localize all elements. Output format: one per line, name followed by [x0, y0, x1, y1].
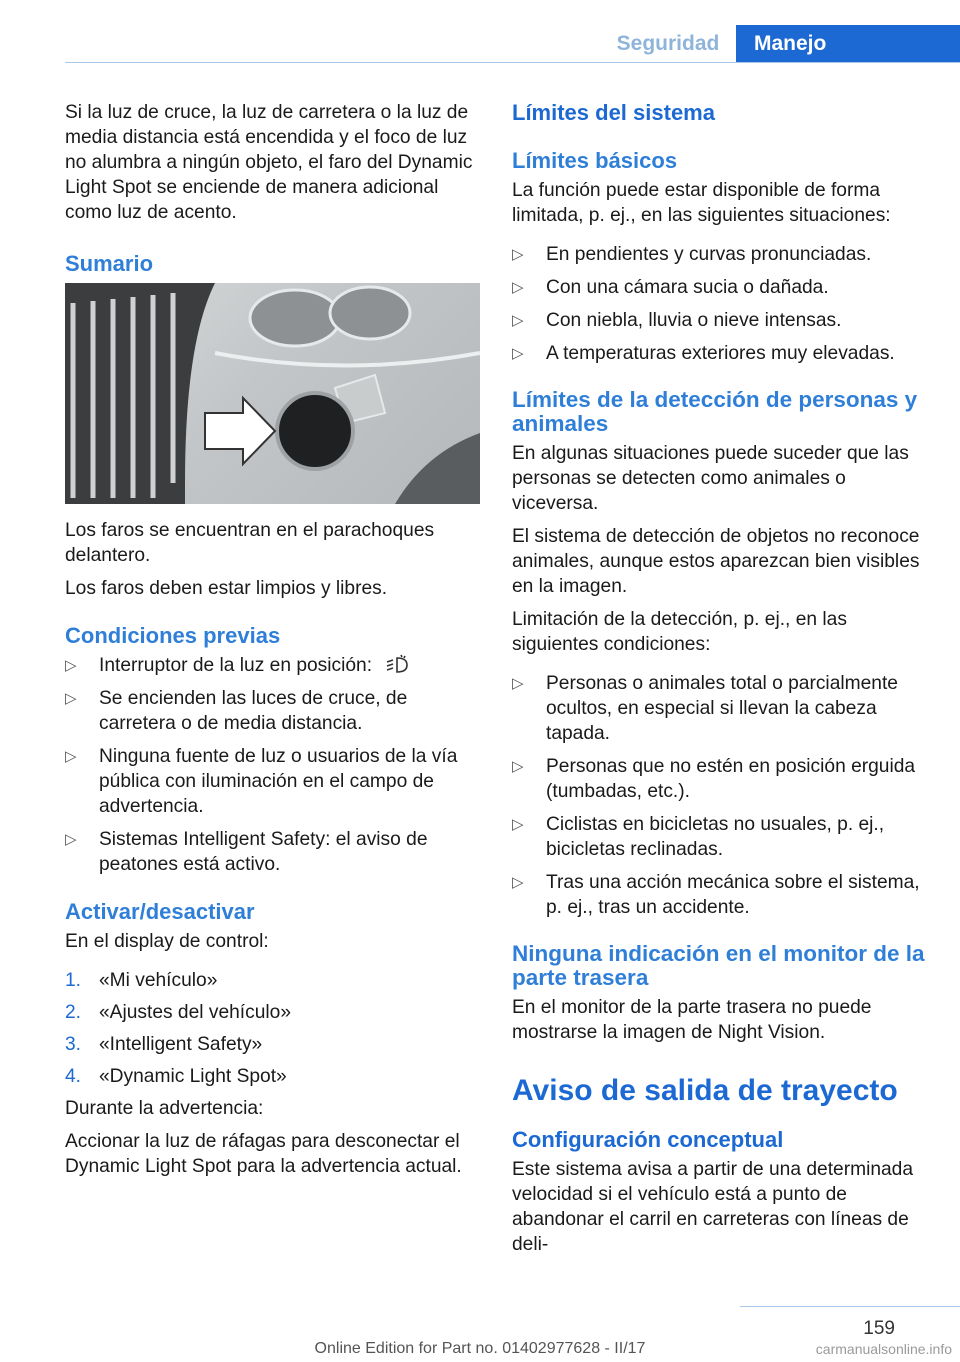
list-item: ▷ A temperaturas exteriores muy elevadas. [512, 343, 895, 364]
deteccion-list [512, 671, 932, 920]
tab-manejo[interactable]: Manejo [736, 25, 960, 62]
intro-paragraph: Si la luz de cruce, la luz de carretera o la luz de media distancia está encendida y el foco de luz no alumbra a ningún objeto, el faro del Dynamic Light Spot se enciende de manera adicional como luz de acento. [65, 102, 473, 223]
list-item: 2. «Ajustes del vehículo» [65, 1002, 291, 1023]
edition-text: Online Edition for Part no. 01402977628 - II/17 [314, 1340, 646, 1357]
list-item: ▷ En pendientes y curvas pronunciadas. [512, 244, 872, 265]
list-item: ▷ Personas o animales total o parcialmente ocultos, en especial si llevan la cabeza tapada. [512, 673, 898, 744]
accionar-text: Accionar la luz de ráfagas para desconectar el Dynamic Light Spot para la advertencia actual. [65, 1131, 462, 1177]
list-item: ▷ Tras una acción mecánica sobre el sistema, p. ej., tras un accidente. [512, 872, 920, 918]
list-item: ▷ Ciclistas en bicicletas no usuales, p. ej., bicicletas reclinadas. [512, 814, 885, 860]
deteccion-p3: Limitación de la detección, p. ej., en las siguientes condiciones: [512, 609, 847, 655]
list-item: 3. «Intelligent Safety» [65, 1034, 263, 1055]
figure-caption-2: Los faros deben estar limpios y libres. [65, 578, 388, 599]
list-item: ▷ Interruptor de la luz en posición: [65, 653, 480, 678]
list-item: ▷ Personas que no estén en posición erguida (tumbadas, etc.). [512, 756, 916, 802]
ninguna-text: En el monitor de la parte trasera no puede mostrarse la imagen de Night Vision. [512, 997, 872, 1043]
bumper-light-figure [65, 283, 480, 504]
list-item: ▷ Ninguna fuente de luz o usuarios de la vía pública con iluminación en el campo de advertencia. [65, 746, 458, 817]
steps-list [65, 968, 480, 1089]
basicos-list [512, 242, 932, 366]
heading-condiciones: Condiciones previas [65, 623, 281, 648]
durante-text: Durante la advertencia: [65, 1098, 264, 1119]
list-item: 4. «Dynamic Light Spot» [65, 1066, 287, 1087]
tab-seguridad[interactable]: Seguridad [616, 32, 720, 55]
basicos-text: La función puede estar disponible de forma limitada, p. ej., en las siguientes situaciones: [512, 180, 891, 226]
footer-rule [740, 1306, 960, 1307]
heading-aviso: Aviso de salida de trayecto [512, 1074, 898, 1107]
headlight-icon [385, 654, 411, 674]
activar-text: En el display de control: [65, 931, 269, 952]
list-item: 1. «Mi vehículo» [65, 970, 218, 991]
watermark: carmanualsonline.info [815, 1341, 952, 1357]
list-item: ▷ Sistemas Intelligent Safety: el aviso de peatones está activo. [65, 829, 428, 875]
heading-limites: Límites del sistema [512, 100, 715, 125]
header-rule [65, 62, 960, 63]
heading-deteccion: Límites de la detección de personas y animales [512, 387, 918, 436]
headlight-illustration [65, 283, 480, 504]
figure-caption-1: Los faros se encuentran en el parachoques delantero. [65, 520, 435, 566]
conditions-list [65, 653, 480, 877]
config-text: Este sistema avisa a partir de una determinada velocidad si el vehículo está a punto de abandonar el carril en carreteras con líneas de deli- [512, 1159, 914, 1255]
heading-activar: Activar/desactivar [65, 899, 255, 924]
heading-basicos: Límites básicos [512, 148, 678, 173]
right-column [512, 100, 932, 1265]
deteccion-p2: El sistema de detección de objetos no reconoce animales, aunque estos aparezcan bien visibles en la imagen. [512, 526, 920, 597]
page-number: 159 [863, 1318, 895, 1339]
list-item: ▷ Se encienden las luces de cruce, de carretera o de media distancia. [65, 688, 408, 734]
heading-config: Configuración conceptual [512, 1127, 784, 1152]
heading-sumario: Sumario [65, 251, 154, 276]
deteccion-p1: En algunas situaciones puede suceder que las personas se detecten como animales o viceversa. [512, 443, 909, 514]
list-item: ▷ Con niebla, lluvia o nieve intensas. [512, 310, 842, 331]
list-item: ▷ Con una cámara sucia o dañada. [512, 277, 829, 298]
left-column [65, 100, 480, 1187]
heading-ninguna: Ninguna indicación en el monitor de la parte trasera [512, 941, 925, 990]
